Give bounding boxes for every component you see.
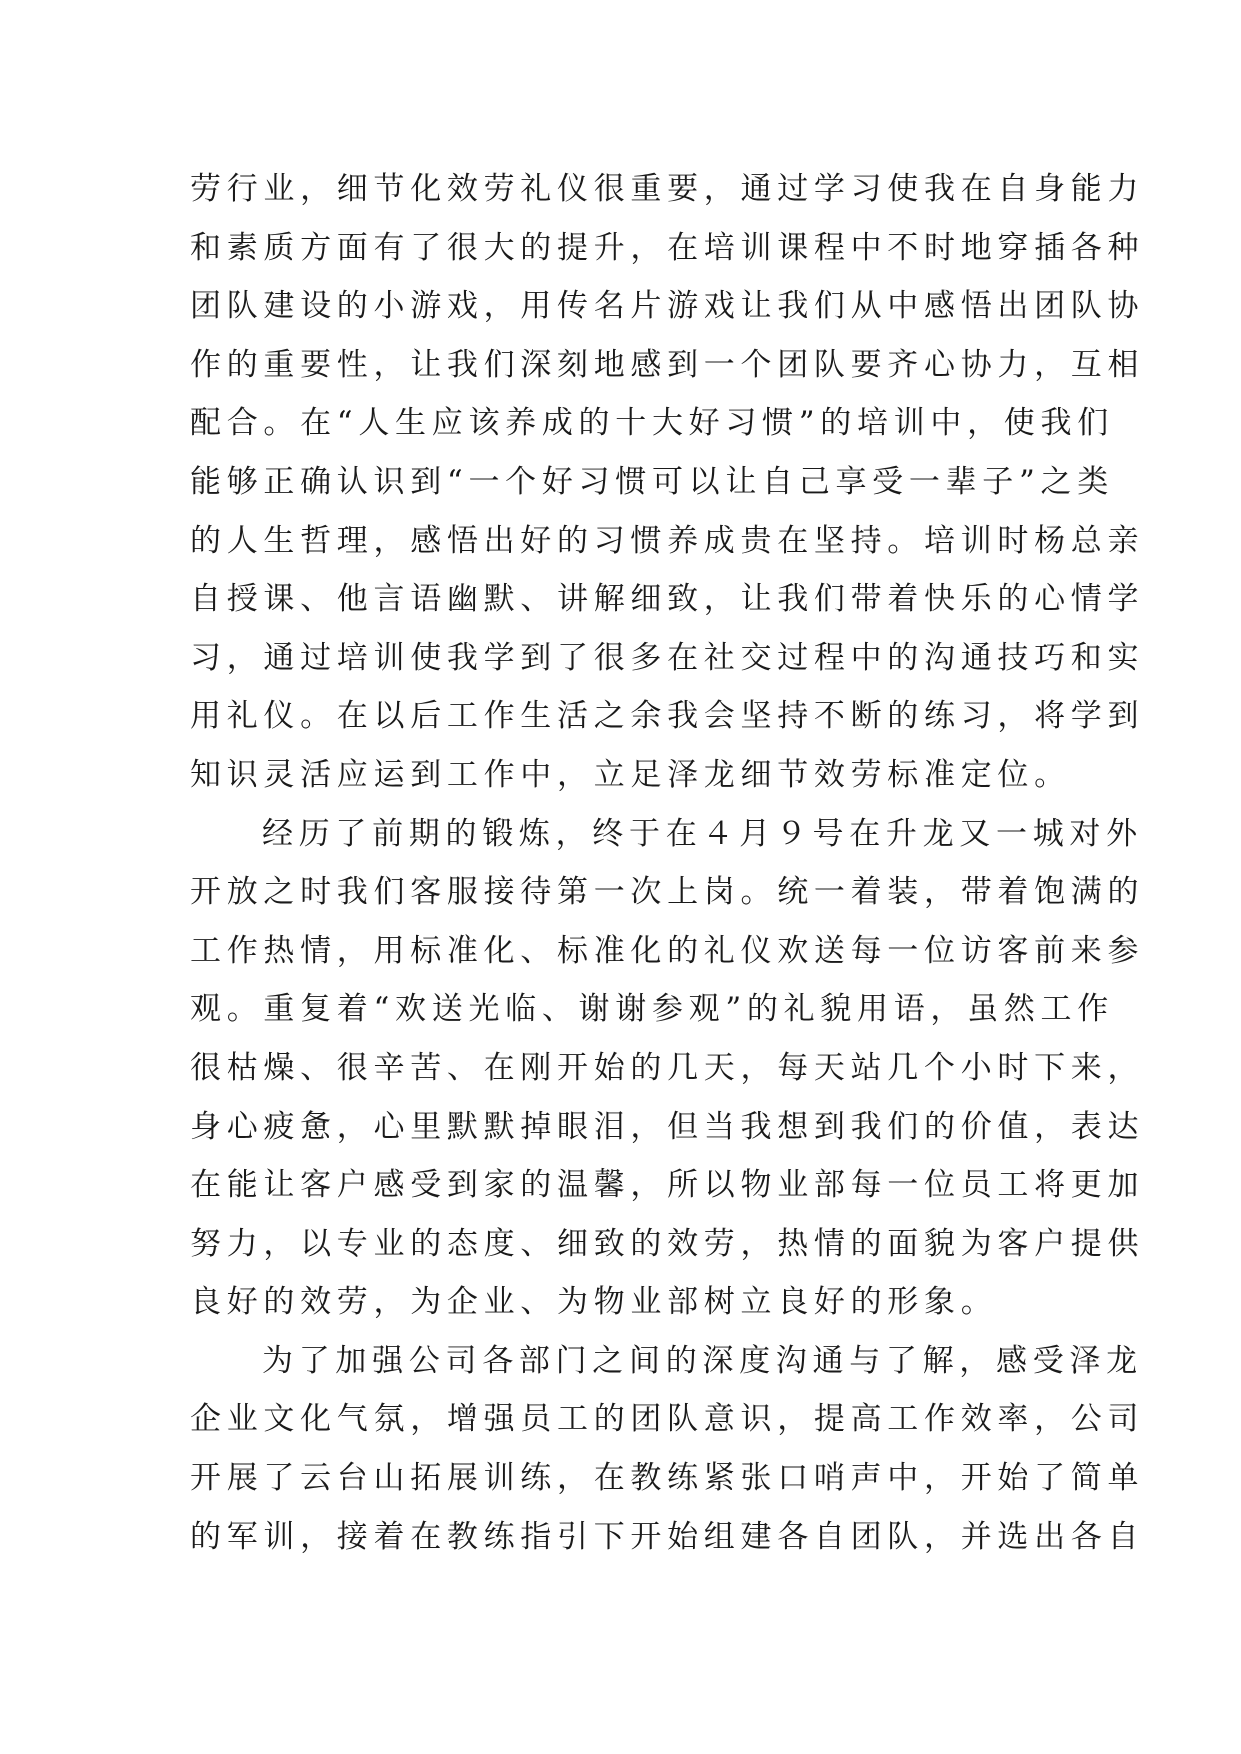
text-line: 很枯燥、很辛苦、在刚开始的几天，每天站几个小时下来，	[190, 1049, 1145, 1086]
text-line: 自授课、他言语幽默、讲解细致，让我们带着快乐的心情学	[190, 581, 1145, 618]
text-line: 良好的效劳，为企业、为物业部树立良好的形象。	[190, 1284, 998, 1321]
text-line: 劳行业，细节化效劳礼仪很重要，通过学习使我在自身能力	[190, 171, 1145, 207]
text-line: 观。重复着“欢送光临、谢谢参观”的礼貌用语，虽然工作	[190, 991, 1114, 1028]
text-line: 开展了云台山拓展训练，在教练紧张口哨声中，开始了简单	[190, 1460, 1145, 1497]
text-line: 企业文化气氛，增强员工的团队意识，提高工作效率，公司	[190, 1401, 1145, 1438]
text-line: 和素质方面有了很大的提升，在培训课程中不时地穿插各种	[190, 229, 1145, 266]
text-line: 配合。在“人生应该养成的十大好习惯”的培训中，使我们	[190, 405, 1114, 442]
document-body	[190, 160, 1145, 1566]
text-line: 开放之时我们客服接待第一次上岗。统一着装，带着饱满的	[190, 874, 1145, 911]
paragraph-first-line: 经历了前期的锻炼，终于在４月９号在升龙又一城对外	[262, 815, 1143, 852]
text-line: 团队建设的小游戏，用传名片游戏让我们从中感悟出团队协	[190, 288, 1145, 325]
text-line: 努力，以专业的态度、细致的效劳，热情的面貌为客户提供	[190, 1225, 1145, 1262]
text-line: 工作热情，用标准化、标准化的礼仪欢送每一位访客前来参	[190, 932, 1145, 969]
text-line: 作的重要性，让我们深刻地感到一个团队要齐心协力，互相	[190, 346, 1145, 383]
text-line: 在能让客户感受到家的温馨，所以物业部每一位员工将更加	[190, 1167, 1145, 1204]
text-line: 知识灵活应运到工作中，立足泽龙细节效劳标准定位。	[190, 756, 1071, 793]
text-line: 用礼仪。在以后工作生活之余我会坚持不断的练习，将学到	[190, 698, 1145, 735]
text-line: 能够正确认识到“一个好习惯可以让自己享受一辈子”之类	[190, 463, 1114, 500]
text-line: 身心疲惫，心里默默掉眼泪，但当我想到我们的价值，表达	[190, 1108, 1145, 1145]
text-line: 的军训，接着在教练指引下开始组建各自团队，并选出各自	[190, 1518, 1145, 1555]
paragraph-first-line: 为了加强公司各部门之间的深度沟通与了解，感受泽龙	[262, 1342, 1143, 1379]
text-line: 的人生哲理，感悟出好的习惯养成贵在坚持。培训时杨总亲	[190, 522, 1145, 559]
text-line: 习，通过培训使我学到了很多在社交过程中的沟通技巧和实	[190, 639, 1145, 676]
